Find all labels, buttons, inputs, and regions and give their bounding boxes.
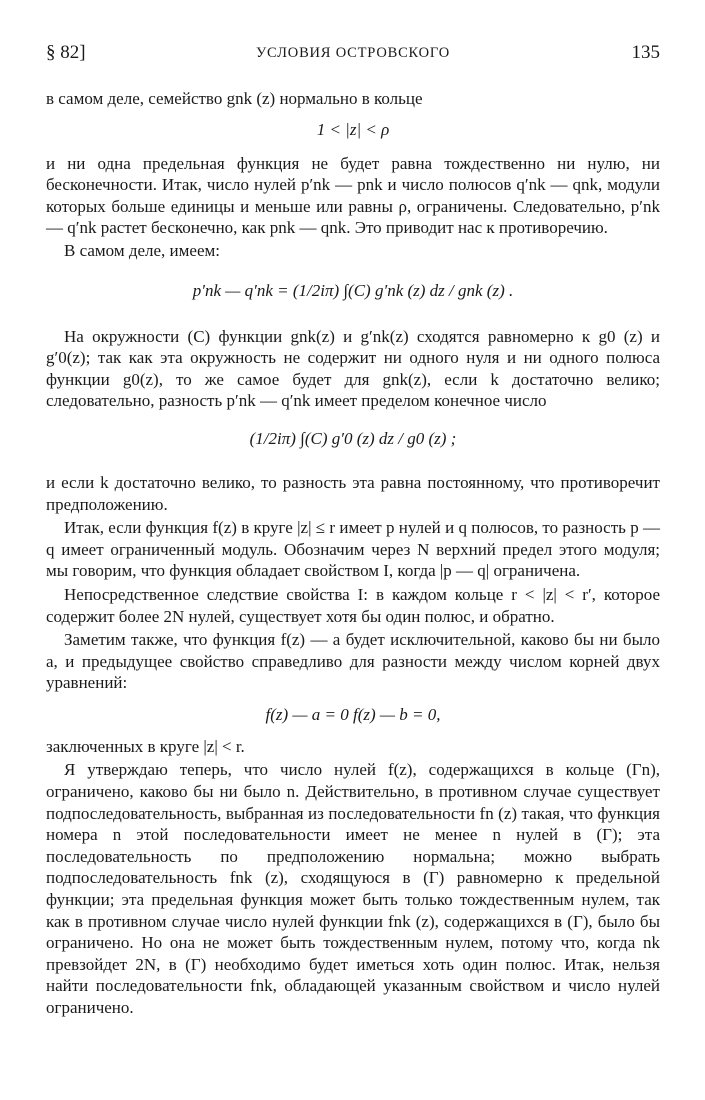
- running-header: [46, 40, 660, 68]
- page-number: 135: [631, 42, 660, 63]
- paragraph-1: в самом деле, семейство gnk (z) нормально в кольце: [46, 89, 423, 108]
- paragraph-10: Я утверждаю теперь, что число нулей f(z), содержащихся в кольце (Γn), ограничено, каково бы ни было n. Действительно, в противном случае существует подпоследовательность, выбранная из последовательности fn (z) такая, что функция номера n этой последовательности имеет не менее n нулей в (Γ); эта последовательность по предположению нормальна; можно выбрать подпоследовательность fnk (z), сходящуюся в (Γ) равномерно к предельной функции; эта предельная функция может быть только тождественным нулем, так как в противном случае число нулей функции fnk (z), содержащихся в (Γ), было бы ограничено. Но она не может быть тождественным нулем, потому что, когда nk превзойдет 2N, в (Γ) необходимо будет иметься хоть один полюс. Итак, нельзя найти последовательности fnk, обладающей указанным свойством и число нулей ограничено.: [46, 760, 660, 1017]
- display-formula-2: (1/2iπ) ∫(C) g′0 (z) dz / g0 (z) ;: [249, 428, 457, 448]
- paragraph-4: На окружности (C) функции gnk(z) и g′nk(z) сходятся равномерно к g0 (z) и g′0(z); так как эта окружность не содержит ни одного нуля и ни одного полюса функции g0(z), то же самое будет для gnk(z), если k достаточно велико; следовательно, разность p′nk — q′nk имеет пределом конечное число: [46, 326, 660, 411]
- paragraph-8: Заметим также, что функция f(z) — a будет исключительной, каково бы ни было a, и предыдущее свойство справедливо для разности между числом корней двух уравнений:: [46, 630, 660, 693]
- paragraph-3: В самом деле, имеем:: [64, 240, 220, 260]
- paragraph-6: Итак, если функция f(z) в круге |z| ≤ r имеет p нулей и q полюсов, то разность p — q имеет ограниченный модуль. Обозначим через N верхний предел этого модуля; мы говорим, что функция обладает свойством I, когда |p — q| ограничена.: [46, 518, 660, 581]
- section-reference: § 82]: [46, 42, 86, 63]
- paragraph-7: Непосредственное следствие свойства I: в каждом кольце r < |z| < r′, которое содержит более 2N нулей, существует хотя бы один полюс, и обратно.: [46, 584, 660, 626]
- display-equations: f(z) — a = 0 f(z) — b = 0,: [265, 704, 441, 724]
- running-title: УСЛОВИЯ ОСТРОВСКОГО: [255, 45, 451, 61]
- page-body: [46, 86, 660, 1019]
- display-inequality: 1 < |z| < ρ: [316, 119, 390, 139]
- display-formula-1: p′nk — q′nk = (1/2iπ) ∫(C) g′nk (z) dz / gnk (z) .: [192, 280, 514, 300]
- paragraph-9: заключенных в круге |z| < r.: [46, 736, 245, 756]
- paragraph-2: и ни одна предельная функция не будет равна тождественно ни нулю, ни бесконечности. Итак, число нулей p′nk — pnk и число полюсов q′nk — qnk, модули которых больше единицы и меньше или равны ρ, ограничены. Следовательно, p′nk — q′nk растет бесконечно, как pnk — qnk. Это приводит нас к противоречию.: [46, 153, 660, 238]
- paragraph-5: и если k достаточно велико, то разность эта равна постоянному, что противоречит предположению.: [46, 472, 660, 514]
